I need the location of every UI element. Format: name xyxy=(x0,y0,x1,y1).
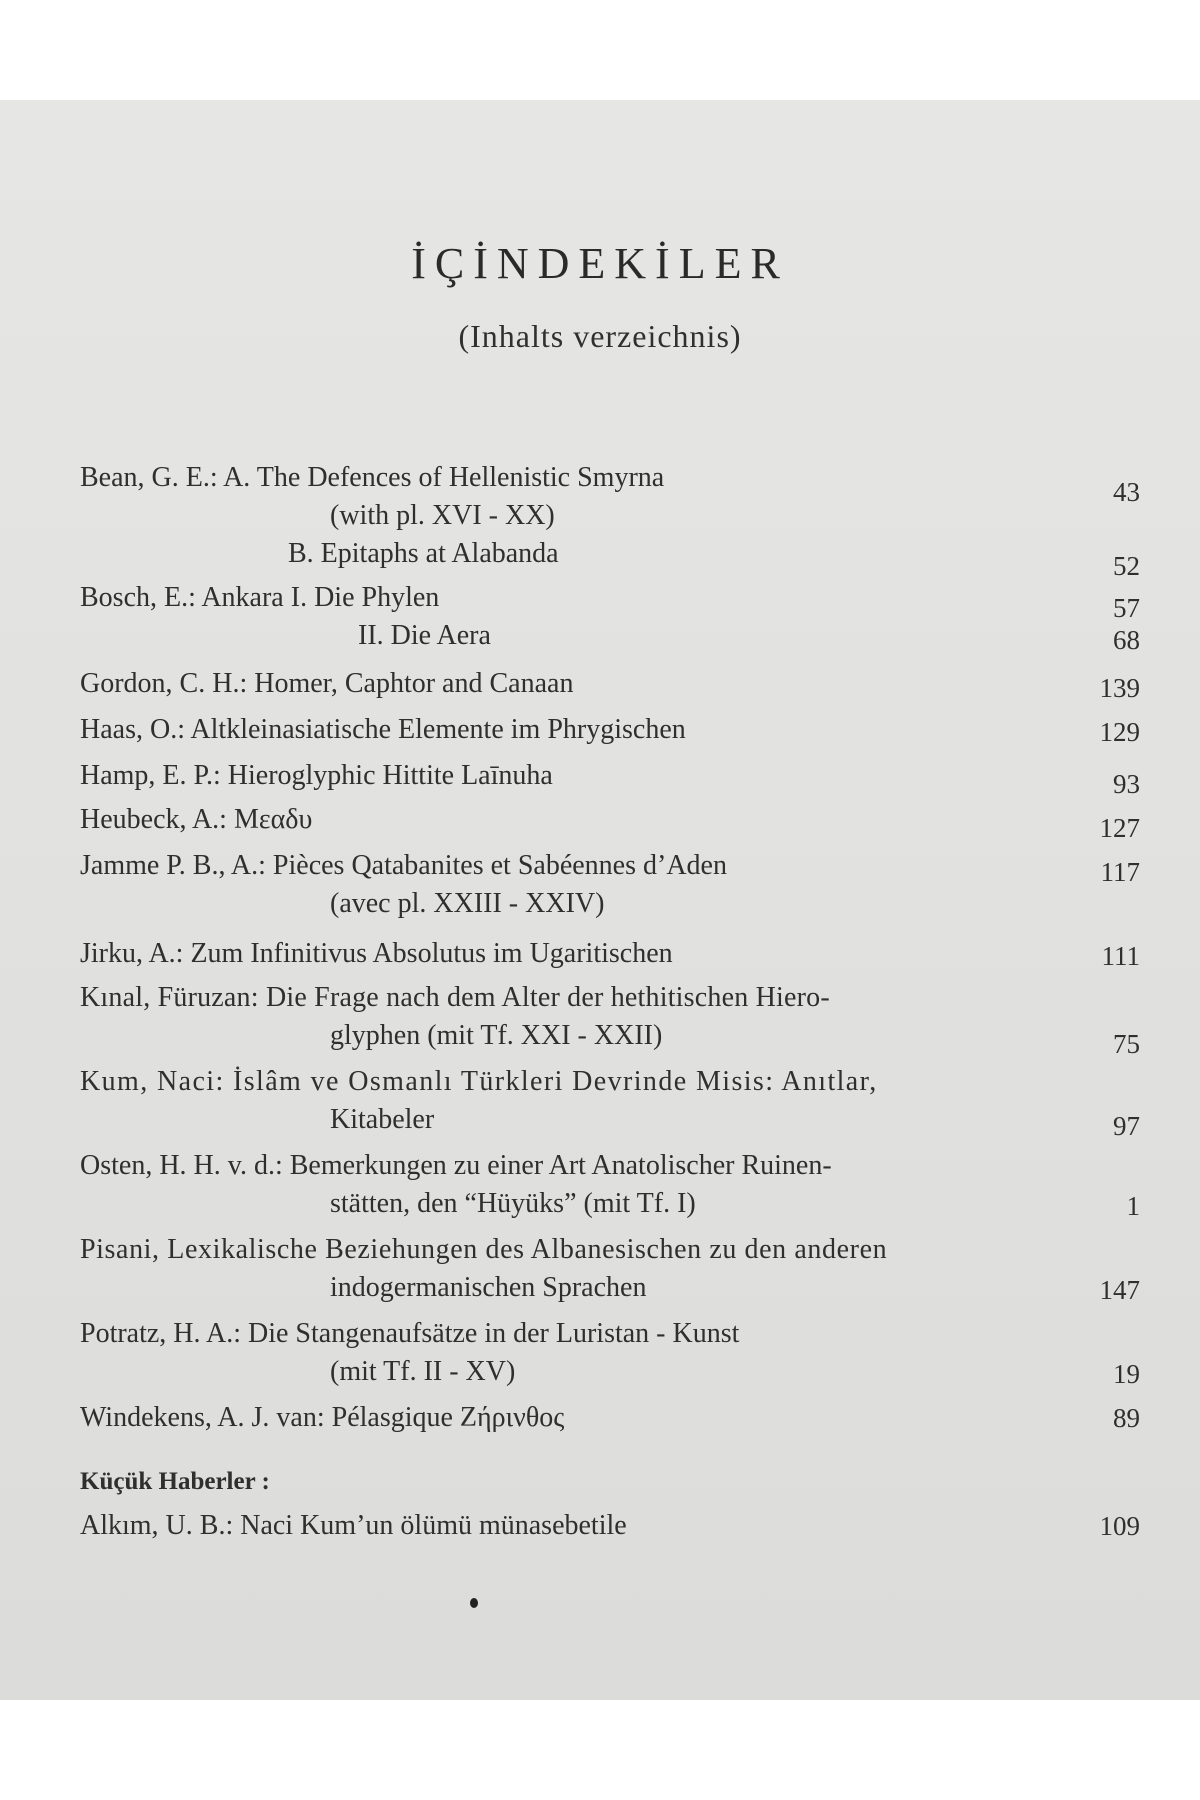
entry-line: Kitabeler xyxy=(330,1104,435,1135)
page-number: 129 xyxy=(1099,717,1140,747)
entry-line: B. Epitaphs at Alabanda xyxy=(288,538,559,569)
page-number: 1 xyxy=(1126,1191,1140,1221)
page-number: 68 xyxy=(1113,625,1140,655)
entry-line: (with pl. XVI - XX) xyxy=(330,500,555,531)
entry-line: Osten, H. H. v. d.: Bemerkungen zu einer Art Anatolischer Ruinen- xyxy=(80,1150,832,1181)
entry-line: Kınal, Füruzan: Die Frage nach dem Alter der hethitischen Hiero- xyxy=(80,982,830,1013)
entry-line: Bosch, E.: Ankara I. Die Phylen xyxy=(80,582,440,613)
entry-line: Hamp, E. P.: Hieroglyphic Hittite Laīnuha xyxy=(80,760,553,791)
entry-line: Bean, G. E.: A. The Defences of Hellenistic Smyrna xyxy=(80,462,665,493)
page-number: 89 xyxy=(1113,1403,1140,1433)
page-number: 19 xyxy=(1113,1359,1140,1389)
entry-line: (mit Tf. II - XV) xyxy=(330,1356,516,1387)
page-number: 52 xyxy=(1113,551,1140,581)
entry-line: Alkım, U. B.: Naci Kum’un ölümü münasebetile xyxy=(80,1510,627,1541)
page-number: 93 xyxy=(1113,769,1140,799)
entry-line: Gordon, C. H.: Homer, Caphtor and Canaan xyxy=(80,668,574,699)
entry-line: Windekens, A. J. van: Pélasgique Ζήρινθος xyxy=(80,1402,565,1433)
entry-line: Heubeck, A.: Μεαδυ xyxy=(80,804,313,835)
page-number: 111 xyxy=(1101,941,1140,971)
entry-line: (avec pl. XXIII - XXIV) xyxy=(330,888,605,919)
page-number: 147 xyxy=(1099,1275,1140,1305)
entry-line: Jirku, A.: Zum Infinitivus Absolutus im Ugaritischen xyxy=(80,938,673,969)
page-number: 127 xyxy=(1099,813,1140,843)
entry-line: Jamme P. B., A.: Pièces Qatabanites et Sabéennes d’Aden xyxy=(80,850,727,881)
entry-line: Potratz, H. A.: Die Stangenaufsätze in der Luristan - Kunst xyxy=(80,1318,740,1349)
section-heading: Küçük Haberler : xyxy=(80,1468,270,1495)
page-number: 117 xyxy=(1100,857,1140,887)
page-number: 57 xyxy=(1113,593,1140,623)
entry-line: Haas, O.: Altkleinasiatische Elemente im Phrygischen xyxy=(80,714,686,745)
page-number: 139 xyxy=(1099,673,1140,703)
entry-line: stätten, den “Hüyüks” (mit Tf. I) xyxy=(330,1188,696,1219)
entry-line: glyphen (mit Tf. XXI - XXII) xyxy=(330,1020,663,1051)
printed-dot xyxy=(470,1598,478,1608)
page-number: 97 xyxy=(1113,1111,1140,1141)
entry-line: indogermanischen Sprachen xyxy=(330,1272,647,1303)
page-subtitle: (Inhalts verzeichnis) xyxy=(458,318,742,354)
page-number: 75 xyxy=(1113,1029,1140,1059)
entry-line: Pisani, Lexikalische Beziehungen des Albanesischen zu den anderen xyxy=(80,1234,888,1265)
page xyxy=(0,100,1200,1700)
page-title: İÇİNDEKİLER xyxy=(411,239,789,288)
entry-line: II. Die Aera xyxy=(358,620,491,651)
entry-line: Kum, Naci: İslâm ve Osmanlı Türkleri Devrinde Misis: Anıtlar, xyxy=(80,1066,878,1097)
page-number: 43 xyxy=(1113,477,1140,507)
page-number: 109 xyxy=(1099,1511,1140,1541)
